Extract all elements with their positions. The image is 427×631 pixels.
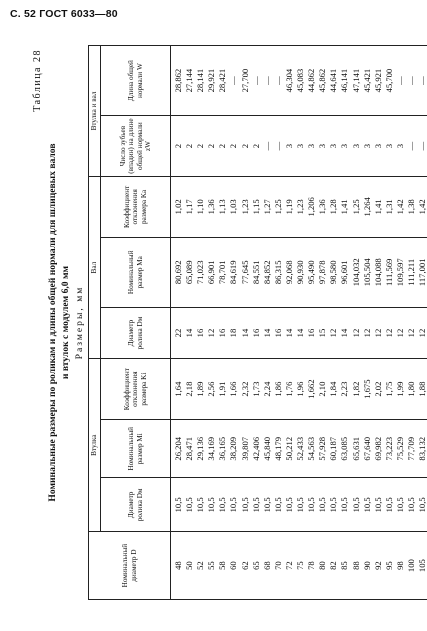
table-cell: 65 [250,561,261,570]
page-header: С. 52 ГОСТ 6033—80 [10,8,118,20]
table-cell: 86,315 [272,260,283,285]
table-cell: 3 [328,143,339,149]
table-cell: 90,930 [295,260,306,285]
table-cell: 2,18 [184,381,195,397]
table-cell: — [261,141,272,151]
table-cell: 75,529 [394,436,405,461]
table-cell: 71,023 [195,260,206,285]
table-cell: 92 [372,561,383,570]
table-cell: 10,5 [339,497,350,513]
table-cell: 77,709 [405,436,416,461]
table-cell: 1,28 [328,199,339,215]
table-cell: 10,5 [361,497,372,513]
table-cell: 12 [328,328,339,338]
table-cell: 48,179 [272,436,283,461]
table-cell: 1,36 [206,199,217,215]
table-units-caption: Размеры, мм [74,285,85,360]
table-cell: 90 [361,561,372,570]
table-cell: 3 [283,143,294,149]
header-shaft-nominal-size: Номинальный размер Ma [101,237,171,307]
table-cell: 12 [350,328,361,338]
table-cell: 10,5 [417,497,427,513]
table-cell: 48 [173,561,183,570]
table-cell: 27,700 [239,68,250,93]
table-cell: 10,5 [394,497,405,513]
table-cell: 2,56 [206,381,217,397]
rotated-table-area [30,45,427,600]
header-group-sleeve-and-shaft: Втулка и вал [89,46,101,177]
table-cell: 1,17 [184,199,195,215]
table-cell: 10,5 [195,497,206,513]
table-cell: 16 [272,328,283,338]
table-cell: — [417,141,427,151]
column-sleeve-nominal-size [171,420,427,478]
table-cell: 14 [339,328,350,338]
table-cell: — [417,76,427,85]
table-cell: 3 [317,143,328,149]
table-cell: 16 [250,328,261,338]
table-cell: 29,136 [195,436,206,461]
table-cell: 97,878 [317,260,328,285]
table-cell: 12 [394,328,405,338]
table-cell: 3 [372,143,383,149]
table-cell: 65,089 [184,260,195,285]
table-cell: 10,5 [383,497,394,513]
table-cell: 10,5 [306,497,317,513]
table-title-line2: и втулок с модулем 6,0 мм [60,265,71,380]
table-cell: 1,91 [217,381,228,397]
table-cell: 39,807 [239,436,250,461]
table-cell: 1,99 [394,381,405,397]
table-cell: 2,24 [261,381,272,397]
table-cell: 69,982 [372,436,383,461]
column-sleeve-roller-diameter [171,478,427,532]
table-cell: 36,165 [217,436,228,461]
table-cell: 54,563 [306,436,317,461]
table-cell: 2,02 [372,381,383,397]
table-cell: 3 [394,143,405,149]
table-cell: 2 [217,143,228,149]
table-cell: 45,921 [372,68,383,93]
table-cell: 10,5 [250,497,261,513]
table-cell: 10,5 [317,497,328,513]
table-cell: 77,645 [239,260,250,285]
table-cell: 14 [184,328,195,338]
table-cell: 88 [350,561,361,570]
table-cell: 12 [361,328,372,338]
table-cell: 12 [383,328,394,338]
table-cell: 55 [206,561,217,570]
header-group-shaft: Вал [89,176,101,358]
table-cell: 26,204 [173,436,183,461]
table-cell: 67,640 [361,436,372,461]
table-cell: 3 [361,143,372,149]
table-cell: 16 [195,328,206,338]
table-cell: 29,921 [206,68,217,93]
table-cell: 44,862 [306,68,317,93]
table-cell: 1,76 [283,381,294,397]
table-cell: 1,25 [272,199,283,215]
table-cell: 2,23 [339,381,350,397]
table-cell: 96,601 [339,260,350,285]
table-cell: 27,144 [184,68,195,93]
table-cell: 1,264 [361,197,372,217]
table-cell: 1,80 [405,381,416,397]
table-cell: 98,580 [328,260,339,285]
table-cell: 70 [272,561,283,570]
table-cell: 105,504 [361,258,372,287]
table-cell: 1,19 [283,199,294,215]
table-label: Таблица 28 [32,49,43,112]
table-cell: 78 [306,561,317,570]
table-cell: 1,82 [350,381,361,397]
table-cell: 1,84 [328,381,339,397]
table-cell: 10,5 [206,497,217,513]
column-shaft-coefficient [171,176,427,237]
header-common-normal-length: Длина общей нормали W [101,46,171,116]
table-cell: 12 [372,328,383,338]
table-cell: 28,862 [173,68,183,93]
table-cell: 1,15 [250,199,261,215]
table-cell: 1,675 [361,379,372,399]
table-cell: 10,5 [261,497,272,513]
table-cell: 1,23 [295,199,306,215]
column-shaft-roller-diameter [171,307,427,358]
table-cell: 78,701 [217,260,228,285]
column-shaft-nominal-size [171,237,427,307]
table-cell: — [261,76,272,85]
table-cell: 75 [295,561,306,570]
header-sleeve-coefficient: Коэффициент отклонения размера Ki [101,359,171,420]
table-cell: 1,38 [405,199,416,215]
table-cell: 1,02 [173,199,183,215]
table-cell: 3 [306,143,317,149]
table-cell: — [272,141,283,151]
table-cell: 82 [328,561,339,570]
table-cell: 1,662 [306,379,317,399]
table-cell: 100 [405,559,416,573]
table-cell: 1,25 [350,199,361,215]
table-cell: 10,5 [372,497,383,513]
table-cell: 38,209 [228,436,239,461]
header-shaft-coefficient: Коэффициент отклонения размера Ka [101,176,171,237]
table-cell: 2 [250,143,261,149]
table-cell: 10,5 [272,497,283,513]
table-cell: 1,96 [295,381,306,397]
table-cell: 3 [339,143,350,149]
table-cell: 42,406 [250,436,261,461]
table-cell: 10,5 [405,497,416,513]
table-cell: — [394,76,405,85]
table-cell: 104,032 [350,258,361,287]
table-cell: 1,13 [217,199,228,215]
table-cell: 117,001 [417,258,427,287]
table-cell: 18 [228,328,239,338]
table-cell: 1,10 [195,199,206,215]
table-cell: 10,5 [283,497,294,513]
table-cell: 58 [217,561,228,570]
table-cell: 85 [339,561,350,570]
table-cell: 52 [195,561,206,570]
table-cell: 62 [239,561,250,570]
table-cell: 60 [228,561,239,570]
table-cell: 46,304 [283,68,294,93]
column-sleeve-coefficient [171,359,427,420]
table-cell: 95,490 [306,260,317,285]
table-cell: 16 [217,328,228,338]
table-cell: 10,5 [295,497,306,513]
table-cell: 95 [383,561,394,570]
table-cell: 46,141 [339,68,350,93]
table-cell: 2 [195,143,206,149]
table-cell: 92,068 [283,260,294,285]
table-cell: 14 [239,328,250,338]
table-cell: 28,471 [184,436,195,461]
column-common-normal-length [171,46,427,116]
header-group-sleeve: Втулка [89,359,101,532]
table-cell: 12 [405,328,416,338]
table-cell: 2 [173,143,183,149]
table-cell: 15 [317,328,328,338]
table-cell: 2,32 [239,381,250,397]
table-cell: 3 [350,143,361,149]
table-cell: 57,928 [317,436,328,461]
table-cell: 10,5 [328,497,339,513]
header-nominal-diameter: Номинальный диаметр D [89,532,171,600]
table-cell: 104,088 [372,258,383,287]
table-cell: 84,619 [228,260,239,285]
table-cell: 1,89 [195,381,206,397]
table-cell: 10,5 [173,497,183,513]
table-cell: 12 [417,328,427,338]
table-cell: 1,31 [383,199,394,215]
table-cell: 109,597 [394,258,405,287]
header-teeth-count: Число зубьев (впадин) на длине общей нормали zW [101,116,171,177]
table-cell: 63,085 [339,436,350,461]
table-cell: 14 [261,328,272,338]
table-cell: 1,88 [417,381,427,397]
table-cell: 1,41 [372,199,383,215]
table-cell: 10,5 [228,497,239,513]
header-shaft-roller-diameter: Диаметр ролика Dм [101,307,171,358]
table-cell: 45,083 [295,68,306,93]
table-cell: 73,223 [383,436,394,461]
table-cell: 84,551 [250,260,261,285]
table-cell: 84,852 [261,260,272,285]
table-cell: 45,700 [383,68,394,93]
table-cell: 14 [295,328,306,338]
table-cell: 45,840 [261,436,272,461]
table-cell: 3 [383,143,394,149]
table-cell: 1,23 [239,199,250,215]
table-cell: 10,5 [239,497,250,513]
table-cell: 72 [283,561,294,570]
table-cell: 28,141 [195,68,206,93]
column-teeth-count [171,116,427,177]
table-cell: 12 [206,328,217,338]
table-cell: 80,692 [173,260,183,285]
table-cell: 28,421 [217,68,228,93]
dimensions-table [88,45,427,600]
table-cell: 1,206 [306,197,317,217]
table-cell: 1,03 [228,199,239,215]
table-cell: 80 [317,561,328,570]
table-cell: 98 [394,561,405,570]
table-cell: 105 [417,559,427,573]
table-cell: 50 [184,561,195,570]
table-cell: 45,421 [361,68,372,93]
table-cell: 44,641 [328,68,339,93]
table-cell: 1,73 [250,381,261,397]
table-cell: 60,187 [328,436,339,461]
header-sleeve-nominal-size: Номинальный размер Mi [101,420,171,478]
header-sleeve-roller-diameter: Диаметр ролика Dм [101,478,171,532]
table-cell: 1,42 [394,199,405,215]
table-cell: 16 [306,328,317,338]
table-cell: 10,5 [350,497,361,513]
table-cell: 2 [184,143,195,149]
table-cell: 10,5 [184,497,195,513]
table-cell: 1,64 [173,381,183,397]
table-cell: — [272,76,283,85]
table-cell: 10,5 [217,497,228,513]
table-cell: 1,66 [228,381,239,397]
table-cell: — [228,76,239,85]
table-cell: 1,86 [272,381,283,397]
table-cell: 14 [283,328,294,338]
table-cell: — [405,76,416,85]
table-cell: 1,75 [383,381,394,397]
table-cell: 68 [261,561,272,570]
table-title-line1: Номинальные размеры по роликам и длины общей нормали для шлицевых валов [47,143,58,502]
table-cell: 65,631 [350,436,361,461]
table-cell: 50,212 [283,436,294,461]
table-cell: 2 [239,143,250,149]
table-cell: 2 [228,143,239,149]
table-cell: 34,169 [206,436,217,461]
table-cell: 52,433 [295,436,306,461]
column-nominal-diameter [171,532,427,600]
table-cell: 1,36 [317,199,328,215]
table-cell: 47,141 [350,68,361,93]
table-cell: 2 [206,143,217,149]
table-cell: 3 [295,143,306,149]
table-cell: 1,41 [339,199,350,215]
table-cell: 1,27 [261,199,272,215]
table-cell: 45,862 [317,68,328,93]
table-cell: 66,901 [206,260,217,285]
table-cell: — [405,141,416,151]
table-cell: 22 [173,328,183,338]
table-cell: 2,10 [317,381,328,397]
table-cell: — [250,76,261,85]
table-cell: 111,211 [405,258,416,286]
table-cell: 111,569 [383,258,394,286]
table-cell: 83,132 [417,436,427,461]
table-cell: 1,42 [417,199,427,215]
